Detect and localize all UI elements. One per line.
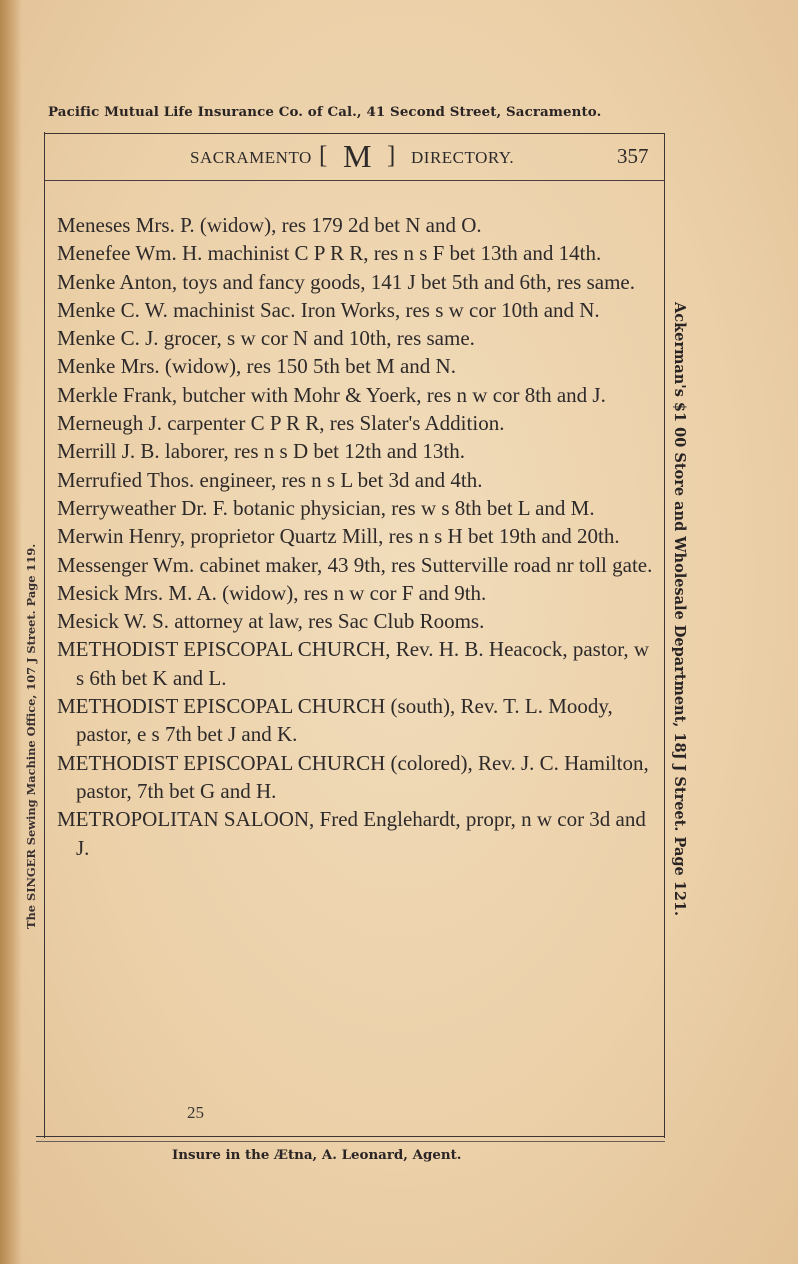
running-head-title: DIRECTORY. (411, 148, 515, 167)
directory-entry: Merwin Henry, proprietor Quartz Mill, res n s H bet 19th and 20th. (57, 524, 620, 549)
directory-entry: Mesick W. S. attorney at law, res Sac Club Rooms. (57, 609, 485, 634)
directory-entry: Merryweather Dr. F. botanic physician, res w s 8th bet L and M. (57, 495, 595, 520)
running-head-city: SACRAMENTO (190, 148, 312, 167)
directory-entry: METHODIST EPISCOPAL CHURCH, Rev. H. B. Heacock, pastor, w s 6th bet K and L. (57, 637, 650, 690)
directory-entry: Messenger Wm. cabinet maker, 43 9th, res Sutterville road nr toll gate. (57, 552, 653, 577)
directory-entry: Menke C. W. machinist Sac. Iron Works, res s w cor 10th and N. (57, 297, 600, 322)
frame-right-rule (664, 133, 665, 1138)
directory-entry: Merneugh J. carpenter C P R R, res Slater's Addition. (57, 411, 505, 436)
directory-entry: Menefee Wm. H. machinist C P R R, res n s F bet 13th and 14th. (57, 241, 602, 266)
directory-entry: Merrufied Thos. engineer, res n s L bet 3d and 4th. (57, 467, 483, 492)
running-head-bracket-close: ] (387, 142, 396, 169)
left-margin-advertisement: The SINGER Sewing Machine Office, 107 J Street. Page 119. (24, 543, 38, 929)
signature-mark: 25 (187, 1103, 204, 1122)
frame-left-rule (44, 132, 45, 1138)
right-margin-advertisement: Ackerman's $1 00 Store and Wholesale Department, 18J J Street. Page 121. (671, 302, 688, 917)
running-head-letter: M (343, 138, 372, 174)
running-head (190, 138, 660, 174)
binding-gutter (0, 0, 22, 1264)
directory-entry: Mesick Mrs. M. A. (widow), res n w cor F and 9th. (57, 580, 487, 605)
directory-entry: Merrill J. B. laborer, res n s D bet 12th and 13th. (57, 439, 466, 464)
directory-entries (57, 211, 657, 862)
running-head-bracket-open: [ (319, 142, 328, 169)
directory-entry: Merkle Frank, butcher with Mohr & Yoerk, res n w cor 8th and J. (57, 382, 606, 407)
running-head-rule (45, 180, 665, 181)
frame-bottom-rule-inner (36, 1141, 665, 1142)
directory-entry: METHODIST EPISCOPAL CHURCH (colored), Rev. J. C. Hamilton, pastor, 7th bet G and H. (57, 750, 649, 803)
frame-bottom-rule (36, 1136, 665, 1137)
header-advertisement: Pacific Mutual Life Insurance Co. of Cal., 41 Second Street, Sacramento. (48, 104, 602, 120)
directory-entry: METHODIST EPISCOPAL CHURCH (south), Rev. T. L. Moody, pastor, e s 7th bet J and K. (57, 694, 613, 747)
directory-entry: Meneses Mrs. P. (widow), res 179 2d bet N and O. (57, 213, 482, 237)
directory-entry: Menke Anton, toys and fancy goods, 141 J bet 5th and 6th, res same. (57, 269, 635, 294)
directory-entry: Menke C. J. grocer, s w cor N and 10th, res same. (57, 326, 475, 351)
directory-entry: METROPOLITAN SALOON, Fred Englehardt, propr, n w cor 3d and J. (57, 807, 646, 860)
page-number: 357 (617, 144, 649, 168)
frame-top-rule (45, 133, 665, 134)
footer-advertisement: Insure in the Ætna, A. Leonard, Agent. (172, 1147, 462, 1163)
directory-entry: Menke Mrs. (widow), res 150 5th bet M and N. (57, 354, 456, 379)
